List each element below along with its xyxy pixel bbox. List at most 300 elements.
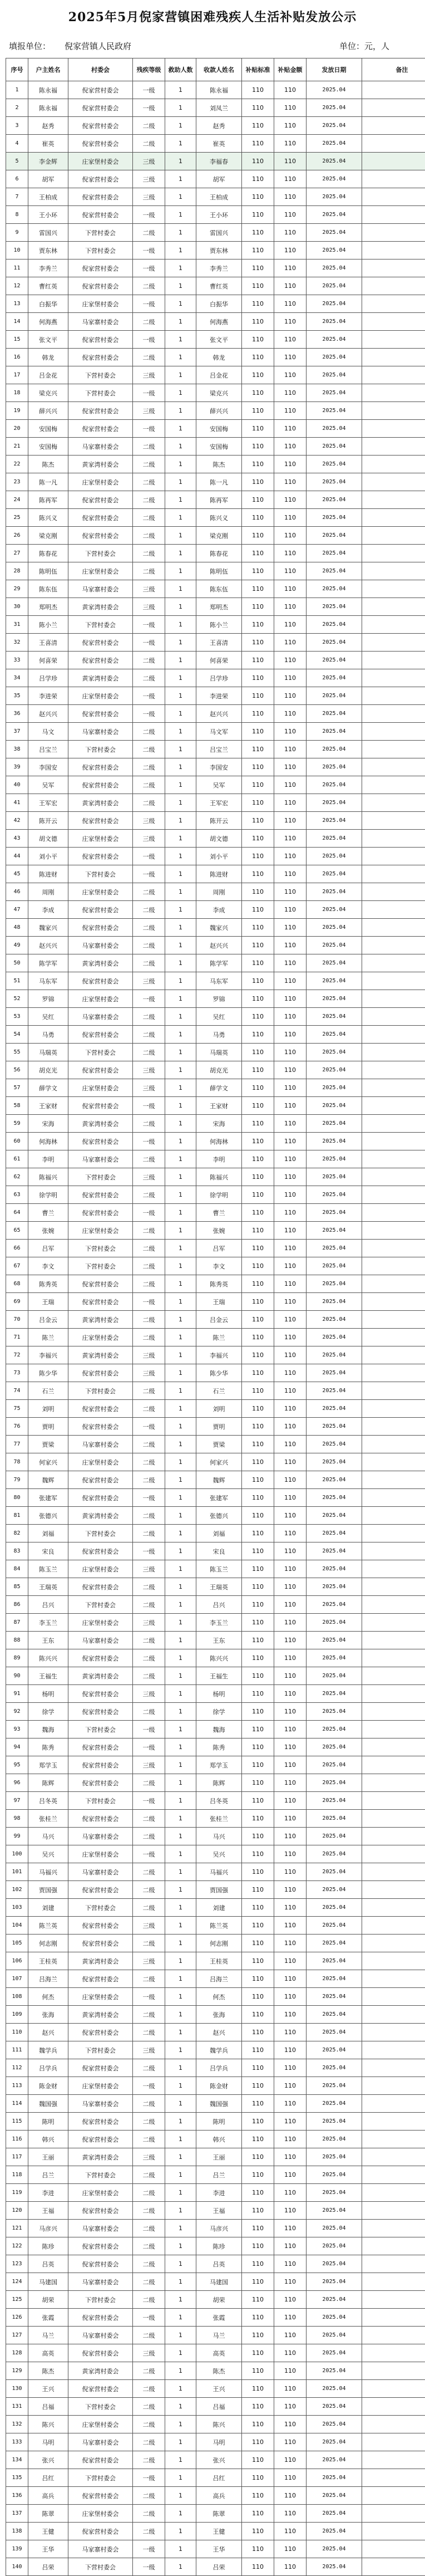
table-row [6,509,425,527]
row-payee: 刘建 [196,1899,242,1917]
row-aid-count: 1 [165,1329,196,1346]
table-row [6,1204,425,1222]
row-remark [362,2113,425,2131]
row-standard: 110 [242,1828,274,1845]
row-standard: 110 [242,580,274,598]
row-disability-level: 二级 [133,2095,165,2113]
row-date: 2025.04 [307,81,362,99]
row-aid-count: 1 [165,2059,196,2077]
row-date: 2025.04 [307,705,362,723]
row-standard: 110 [242,1346,274,1364]
row-standard: 110 [242,206,274,224]
row-village: 倪家营村委会 [68,277,133,295]
row-date: 2025.04 [307,2523,362,2540]
unit-label: 单位：元，人 [339,40,389,52]
row-index: 113 [6,2077,28,2095]
row-standard: 110 [242,1756,274,1774]
row-amount: 110 [274,2451,307,2469]
row-remark [362,2380,425,2398]
row-aid-count: 1 [165,1632,196,1649]
row-index: 129 [6,2362,28,2380]
row-householder: 魏海 [28,1721,68,1738]
row-village: 倪家营村委会 [68,1061,133,1079]
row-disability-level: 三级 [133,366,165,384]
row-amount: 110 [274,1952,307,1970]
row-index: 51 [6,972,28,990]
row-date: 2025.04 [307,1044,362,1061]
row-amount: 110 [274,1721,307,1738]
row-standard: 110 [242,242,274,259]
row-date: 2025.04 [307,598,362,616]
row-payee: 贾梁 [196,1436,242,1453]
row-standard: 110 [242,384,274,402]
table-row [6,2237,425,2255]
row-disability-level: 二级 [133,277,165,295]
row-payee: 陈进财 [196,865,242,883]
row-remark [362,331,425,349]
row-aid-count: 1 [165,1008,196,1026]
row-standard: 110 [242,2416,274,2433]
row-aid-count: 1 [165,1507,196,1525]
row-standard: 110 [242,2362,274,2380]
row-index: 4 [6,135,28,153]
row-remark [362,2344,425,2362]
table-row [6,1542,425,1560]
row-disability-level: 二级 [133,2024,165,2041]
row-date: 2025.04 [307,1738,362,1756]
row-remark [362,366,425,384]
row-date: 2025.04 [307,1952,362,1970]
row-amount: 110 [274,2237,307,2255]
row-remark [362,1097,425,1115]
row-village: 马家寨村委会 [68,1632,133,1649]
table-row [6,188,425,206]
table-row [6,848,425,865]
row-disability-level: 三级 [133,580,165,598]
row-payee: 崔英 [196,135,242,153]
row-village: 倪家营村委会 [68,2451,133,2469]
table-row [6,1382,425,1400]
row-village: 马家寨村委会 [68,1828,133,1845]
row-disability-level: 二级 [133,1507,165,1525]
row-date: 2025.04 [307,2309,362,2327]
row-standard: 110 [242,758,274,776]
row-disability-level: 二级 [133,2380,165,2398]
row-village: 倪家营村委会 [68,1418,133,1436]
row-payee: 薛兴兴 [196,402,242,420]
row-disability-level: 一级 [133,687,165,705]
row-amount: 110 [274,2433,307,2451]
row-aid-count: 1 [165,1079,196,1097]
row-householder: 赵兴兴 [28,937,68,954]
row-standard: 110 [242,972,274,990]
row-standard: 110 [242,1204,274,1222]
table-row [6,2220,425,2237]
table-row [6,2059,425,2077]
row-remark [362,901,425,919]
row-householder: 魏家兴 [28,919,68,937]
row-remark [362,2202,425,2220]
row-index: 53 [6,1008,28,1026]
row-payee: 王福 [196,2202,242,2220]
row-standard: 110 [242,473,274,491]
row-village: 黄家湾村委会 [68,456,133,473]
row-disability-level: 三级 [133,188,165,206]
row-index: 110 [6,2024,28,2041]
row-amount: 110 [274,2416,307,2433]
row-date: 2025.04 [307,1685,362,1703]
row-standard: 110 [242,1097,274,1115]
row-disability-level: 二级 [133,937,165,954]
row-remark [362,1935,425,1952]
row-payee: 吕福 [196,2398,242,2416]
row-amount: 110 [274,2202,307,2220]
row-aid-count: 1 [165,2416,196,2433]
row-payee: 吴红 [196,1008,242,1026]
row-village: 倪家营村委会 [68,1364,133,1382]
row-disability-level: 一级 [133,848,165,865]
row-disability-level: 二级 [133,2291,165,2309]
row-amount: 110 [274,295,307,313]
row-payee: 马兴 [196,1828,242,1845]
row-householder: 马东军 [28,972,68,990]
row-householder: 李国安 [28,758,68,776]
row-remark [362,2024,425,2041]
row-date: 2025.04 [307,331,362,349]
row-index: 7 [6,188,28,206]
row-village: 下营村委会 [68,242,133,259]
row-village: 倪家营村委会 [68,2113,133,2131]
row-remark [362,2095,425,2113]
table-row [6,2327,425,2344]
table-row [6,1525,425,1542]
row-village: 下营村委会 [68,1721,133,1738]
row-aid-count: 1 [165,830,196,848]
row-disability-level: 二级 [133,2505,165,2523]
row-payee: 王健 [196,2523,242,2540]
row-amount: 110 [274,366,307,384]
row-disability-level: 一级 [133,2469,165,2487]
row-standard: 110 [242,153,274,170]
row-village: 倪家营村委会 [68,2059,133,2077]
row-aid-count: 1 [165,2433,196,2451]
row-village: 倪家营村委会 [68,206,133,224]
row-payee: 张建军 [196,1489,242,1507]
row-remark [362,1186,425,1204]
row-payee: 李福春 [196,153,242,170]
row-standard: 110 [242,2487,274,2505]
row-index: 58 [6,1097,28,1115]
row-aid-count: 1 [165,1240,196,1257]
row-standard: 110 [242,1364,274,1382]
row-payee: 李文 [196,1257,242,1275]
row-date: 2025.04 [307,2273,362,2291]
row-payee: 陈春花 [196,545,242,562]
row-date: 2025.04 [307,562,362,580]
row-village: 庄家堡村委会 [68,1845,133,1863]
row-village: 下营村委会 [68,2291,133,2309]
row-disability-level: 二级 [133,1329,165,1346]
row-payee: 陈少华 [196,1364,242,1382]
row-disability-level: 一级 [133,331,165,349]
row-householder: 陈杰 [28,2362,68,2380]
row-date: 2025.04 [307,1917,362,1935]
row-standard: 110 [242,491,274,509]
page-title: 2025年5月倪家营镇困难残疾人生活补贴发放公示 [0,8,425,25]
row-disability-level: 二级 [133,2059,165,2077]
row-village: 庄家堡村委会 [68,2184,133,2202]
table-row [6,1578,425,1596]
table-row [6,2309,425,2327]
row-payee: 王东 [196,1632,242,1649]
row-index: 35 [6,687,28,705]
row-payee: 陈兴 [196,2416,242,2433]
row-payee: 张霞 [196,2309,242,2327]
row-disability-level: 二级 [133,562,165,580]
row-remark [362,2558,425,2576]
row-index: 56 [6,1061,28,1079]
row-index: 54 [6,1026,28,1044]
row-amount: 110 [274,224,307,242]
row-householder: 刘建 [28,1899,68,1917]
row-date: 2025.04 [307,1204,362,1222]
row-index: 81 [6,1507,28,1525]
row-aid-count: 1 [165,224,196,242]
row-date: 2025.04 [307,1667,362,1685]
row-remark [362,1293,425,1311]
row-disability-level: 二级 [133,2398,165,2416]
row-aid-count: 1 [165,972,196,990]
row-disability-level: 二级 [133,545,165,562]
table-row [6,1845,425,1863]
row-index: 44 [6,848,28,865]
row-householder: 马明 [28,2433,68,2451]
row-payee: 吕红 [196,2469,242,2487]
row-village: 下营村委会 [68,2041,133,2059]
row-index: 9 [6,224,28,242]
row-householder: 吴军 [28,776,68,794]
row-index: 121 [6,2220,28,2237]
row-index: 57 [6,1079,28,1097]
row-aid-count: 1 [165,1489,196,1507]
row-date: 2025.04 [307,1970,362,1988]
row-amount: 110 [274,1774,307,1792]
row-amount: 110 [274,2540,307,2558]
row-date: 2025.04 [307,883,362,901]
row-index: 68 [6,1275,28,1293]
row-aid-count: 1 [165,545,196,562]
row-amount: 110 [274,865,307,883]
row-disability-level: 二级 [133,776,165,794]
row-remark [362,1721,425,1738]
row-amount: 110 [274,1329,307,1346]
row-disability-level: 一级 [133,990,165,1008]
row-index: 43 [6,830,28,848]
row-date: 2025.04 [307,153,362,170]
row-payee: 王家财 [196,1097,242,1115]
row-payee: 吕英 [196,2255,242,2273]
row-village: 倪家营村委会 [68,2237,133,2255]
row-index: 20 [6,420,28,438]
row-index: 11 [6,259,28,277]
row-standard: 110 [242,2327,274,2344]
row-standard: 110 [242,2523,274,2540]
row-aid-count: 1 [165,1542,196,1560]
row-householder: 张兴 [28,2451,68,2469]
row-date: 2025.04 [307,2202,362,2220]
row-index: 41 [6,794,28,812]
row-aid-count: 1 [165,2309,196,2327]
row-index: 74 [6,1382,28,1400]
row-householder: 陈再军 [28,491,68,509]
row-amount: 110 [274,1935,307,1952]
row-aid-count: 1 [165,1703,196,1721]
row-householder: 马文 [28,723,68,741]
row-aid-count: 1 [165,2077,196,2095]
table-row [6,1418,425,1436]
row-amount: 110 [274,188,307,206]
row-householder: 安国梅 [28,438,68,456]
row-amount: 110 [274,901,307,919]
row-remark [362,384,425,402]
row-remark [362,2487,425,2505]
row-index: 125 [6,2291,28,2309]
row-village: 倪家营村委会 [68,1738,133,1756]
row-standard: 110 [242,366,274,384]
row-disability-level: 二级 [133,527,165,545]
row-payee: 何志刚 [196,1935,242,1952]
row-remark [362,1275,425,1293]
row-aid-count: 1 [165,1168,196,1186]
row-aid-count: 1 [165,741,196,758]
row-payee: 陈玉兰 [196,1560,242,1578]
row-date: 2025.04 [307,634,362,652]
row-payee: 高兵 [196,2487,242,2505]
row-householder: 陈永福 [28,81,68,99]
row-remark [362,2220,425,2237]
row-payee: 陈珍 [196,2237,242,2255]
row-payee: 张婉 [196,1222,242,1240]
row-village: 倪家营村委会 [68,188,133,206]
row-village: 倪家营村委会 [68,1756,133,1774]
row-disability-level: 三级 [133,1756,165,1774]
row-disability-level: 二级 [133,1899,165,1917]
row-payee: 张德兴 [196,1507,242,1525]
table-row [6,1008,425,1026]
row-aid-count: 1 [165,1560,196,1578]
row-standard: 110 [242,2291,274,2309]
row-date: 2025.04 [307,1257,362,1275]
row-householder: 吕红 [28,2469,68,2487]
row-date: 2025.04 [307,2469,362,2487]
row-aid-count: 1 [165,2380,196,2398]
row-disability-level: 一级 [133,1845,165,1863]
row-date: 2025.04 [307,2113,362,2131]
row-payee: 胡文德 [196,830,242,848]
row-index: 45 [6,865,28,883]
row-standard: 110 [242,1507,274,1525]
table-row [6,1935,425,1952]
row-index: 99 [6,1828,28,1845]
row-standard: 110 [242,81,274,99]
row-remark [362,1685,425,1703]
table-row [6,1632,425,1649]
row-aid-count: 1 [165,456,196,473]
table-row [6,313,425,331]
row-payee: 杨明 [196,1685,242,1703]
row-standard: 110 [242,705,274,723]
row-remark [362,2255,425,2273]
row-index: 65 [6,1222,28,1240]
row-index: 13 [6,295,28,313]
row-remark [362,2131,425,2148]
row-date: 2025.04 [307,2024,362,2041]
row-remark [362,1810,425,1828]
row-date: 2025.04 [307,1632,362,1649]
row-village: 庄家堡村委会 [68,1079,133,1097]
row-remark [362,1044,425,1061]
row-standard: 110 [242,1810,274,1828]
row-index: 55 [6,1044,28,1061]
row-disability-level: 三级 [133,1614,165,1632]
row-payee: 李进 [196,2184,242,2202]
row-householder: 马瑞英 [28,1044,68,1061]
row-index: 85 [6,1578,28,1596]
row-aid-count: 1 [165,473,196,491]
row-householder: 何志刚 [28,1935,68,1952]
row-payee: 马明 [196,2433,242,2451]
row-standard: 110 [242,1222,274,1240]
row-village: 倪家营村委会 [68,1810,133,1828]
row-aid-count: 1 [165,1311,196,1329]
row-amount: 110 [274,1418,307,1436]
row-disability-level: 二级 [133,919,165,937]
row-aid-count: 1 [165,2523,196,2540]
row-aid-count: 1 [165,1756,196,1774]
row-village: 倪家营村委会 [68,1489,133,1507]
row-standard: 110 [242,1792,274,1810]
row-index: 27 [6,545,28,562]
row-payee: 胡军 [196,170,242,188]
row-householder: 吕荣 [28,2558,68,2576]
row-householder: 马福兴 [28,1863,68,1881]
row-village: 倪家营村委会 [68,1578,133,1596]
row-disability-level: 二级 [133,1150,165,1168]
row-date: 2025.04 [307,954,362,972]
row-payee: 陈杰 [196,456,242,473]
row-amount: 110 [274,527,307,545]
row-village: 黄家湾村委会 [68,954,133,972]
row-aid-count: 1 [165,2255,196,2273]
row-disability-level: 一级 [133,295,165,313]
row-disability-level: 三级 [133,153,165,170]
table-row [6,1150,425,1168]
row-village: 下营村委会 [68,224,133,242]
row-village: 倪家营村委会 [68,2380,133,2398]
row-payee: 郑学玉 [196,1756,242,1774]
row-village: 黄家湾村委会 [68,1507,133,1525]
row-date: 2025.04 [307,277,362,295]
row-village: 庄家堡村委会 [68,2505,133,2523]
row-disability-level: 一级 [133,1489,165,1507]
row-date: 2025.04 [307,1453,362,1471]
col-header-village: 村委会 [68,58,133,81]
table-row [6,1186,425,1204]
row-aid-count: 1 [165,1293,196,1311]
row-date: 2025.04 [307,2540,362,2558]
table-row [6,2113,425,2131]
row-householder: 何家兴 [28,1453,68,1471]
